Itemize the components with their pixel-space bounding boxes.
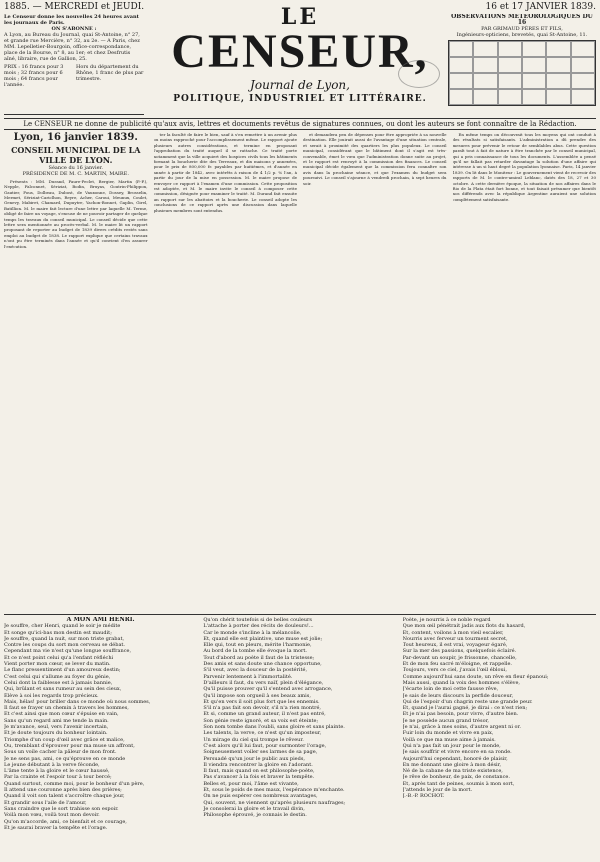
poem-line: C'est alors qu'il lui faut, pour surmonter l'orage, [203, 742, 327, 749]
poem-line: Qui, brûlant et sans rumeur au sein des cieux, [4, 686, 122, 693]
poem-line: Celui dont la faiblesse est à jamais bannie, [4, 679, 113, 686]
poem-line: En me donnant une gloire à mon désir, [402, 761, 502, 768]
poem-line: Cependant ma vie n'est qu'une longue souffrance, [4, 648, 132, 655]
poem-line: Un mirage du ciel qui trompe le rêveur. [203, 736, 304, 743]
subscription-box [4, 14, 144, 115]
poem-line: Aujourd'hui cependant, honoré de plaisir, [402, 755, 508, 762]
poem-line: Et je n'ai pas besoin, pour vivre, d'autre bien. [402, 711, 519, 718]
publicity-notice: Le CENSEUR ne donne de publicité qu'aux avis, lettres et documents revêtus de signatures connues, ou dont les auteurs se font connaître de la Rédaction. [4, 118, 596, 130]
poem-line: Et de mon feu sacré m'éloigne, et rappelle. [402, 661, 512, 668]
poem-line: Toujours, vers ce ciel, j'avais l'œil ébloui, [402, 667, 507, 674]
poem-line: Il viendra rencontrer la gloire en l'adorant. [203, 761, 313, 768]
poem-line: Et, après tant de peines, soumis à mon sort, [402, 780, 515, 787]
headline-note: Le Censeur donne les nouvelles 24 heures avant les journaux de Paris. [4, 14, 139, 26]
poem-line: Et c'est ainsi que mon cœur s'épuise en vain, [4, 711, 119, 718]
poem-title: A MON AMI HENRI. [66, 617, 135, 623]
poem-line: Parvenir lentement à l'immortalité. [203, 673, 293, 680]
meteo-subtitle2: Ingénieurs-opticiens, brevetés, quai St-Antoine, 11. [456, 32, 588, 38]
poem-line: Et, sous le poids de mes maux, l'espérance m'enchante. [203, 787, 345, 794]
abonne-label: ON S'ABONNE : [51, 26, 97, 32]
poem-line: Élève à soi les regards trop précieux. [4, 692, 99, 699]
masthead-title: CENSEUR, [171, 25, 429, 78]
poem-line: Je rêve de bonheur, de paix, de constance. [402, 774, 510, 781]
poem-line: Qu'il puisse prouver qu'il s'entend avec arrogance, [203, 686, 333, 693]
poem-line: Le jeune débutant à la verve féconde, [4, 761, 100, 768]
poem-line: Tout heureux, il est vrai, voyageur égaré, [402, 642, 508, 649]
poem-line: Né de la cabane de ma triste existence, [402, 768, 503, 775]
poem-line: Quand surtout, comme moi, pour le bonheur d'un père, [4, 780, 145, 787]
poem-line: Et songe qu'ici-bas mon destin est maudit; [4, 629, 112, 636]
poem-column-3 [403, 617, 596, 861]
poem-line: Il faut se frayer un chemin à travers les hommes, [4, 705, 129, 712]
subscription-text: A Lyon, au Bureau du Journal, quai St-Antoine, n° 27, et grande rue Mercière, n° 32, au 2e. — A Paris, chez MM. Lepelletier-Bourgoin, office-correspondance, place de la Bourse, n° 8, au 1er; et chez Desfrutis aîné, libraire, rue de Gallion, 25. [4, 32, 140, 62]
poem-line: Sans craindre que le sort trahisse son espoir. [4, 805, 119, 812]
poem-line: Je n'ai, grâce à mes soins, d'autre argent ni or. [402, 724, 521, 731]
poem-line: Poète, je nourris à ce noble regard [402, 617, 491, 623]
seance-heading: Séance du 16 janvier. [48, 165, 103, 171]
poem-line: Je souffre, quand la nuit, sur mon triste grabat, [4, 635, 125, 642]
poem-line: Il faut, mais quand on est philosophe-poète, [203, 768, 315, 775]
poem-line: Mais, hélas! pour briller dans ce monde où nous sommes, [4, 698, 151, 705]
poem-line: Par-devant un soupir, je frissonne, chancelle, [402, 654, 517, 661]
poem-line: J'attends le jour de la mort. [402, 787, 473, 794]
poem-line: L'âme tente à la gloire et le cœur haussé, [4, 768, 110, 775]
poem-section [4, 614, 596, 861]
column-2 [154, 132, 298, 610]
poem-line: Et je saurai braver la tempête et l'orage. [4, 824, 108, 831]
issue-number-date: 1885. — MERCREDI et JEUDI. [4, 2, 145, 12]
library-stamp [398, 60, 440, 88]
poem-line: Car le monde s'incline à la mélancolie, [203, 629, 302, 636]
issue-date: 16 et 17 JANVIER 1839. [485, 2, 596, 12]
poem-line: Et, quand elle est plaintive, une muse est jolie; [203, 635, 323, 642]
column-4 [453, 132, 597, 610]
poem-line: Je ne possède aucun grand trésor, [402, 717, 490, 724]
meteo-box [448, 14, 596, 114]
poem-line: Qui, souvent, ne viennent qu'après plusieurs naufrages; [203, 799, 346, 806]
poem-line: Fuir loin du monde et vivre en paix, [402, 730, 494, 737]
poem-line: On ne puis espérer ces nombreux avantages, [203, 793, 318, 800]
presidence-heading: PRÉSIDENCE DE M. C. MARTIN, MAIRE. [22, 171, 129, 178]
poem-line: Mais aussi, quand la voix des hommes s'élève, [402, 679, 521, 686]
poem-line: S'il veut, avec la douceur de la postérité, [203, 667, 308, 674]
article-text: et demandera peu de dépenses pour être appropriée à sa nouvelle destination. Elle jouirait aussi de l'avantage d'une situation centrale, et serait à proximité des quartiers les plus populeux. Le conseil municipal, considérant que le bâtiment dont il s'agit est très-convenable, émet le vœu que l'administration donne suite au projet, et le rapport est renvoyé à la commission des finances. Le conseil municipal décide également que la commission fera connaître son avis dans la prochaine séance, et que l'examen du budget sera poursuivi. Le conseil s'ajourne à vendredi prochain, à sept heures du soir. [303, 132, 447, 186]
poem-line: Philosophe éprouvé, je connais le destin. [203, 812, 307, 819]
poem-line: Quand il voit son talent s'accroître chaque jour, [4, 793, 125, 800]
poem-line: Et grandir sous l'aile de l'amour, [4, 799, 87, 806]
poem-line: Le flanc pressentiment d'un amoureux destin; [4, 667, 121, 674]
poem-line: Qui de l'espoir d'un chagrin reste une grande peur. [402, 698, 533, 705]
poem-line: Je consolerai la gloire et le travail divin, [203, 805, 305, 812]
poem-line: J.-B.-P. ROCHOT. [402, 793, 445, 800]
poem-line: Ou, tremblant d'éprouver pour ma muse un affront, [4, 742, 135, 749]
poem-line: Contre les coups du sort mon cerveau se débat. [4, 642, 126, 649]
poem-line: Je souffre, cher Henri, quand le soir je médite [4, 623, 121, 630]
poem-line: Et je doute toujours du bonheur lointain. [4, 730, 108, 737]
poem-line: Par la crainte et l'espoir tour à tour bercé; [4, 774, 112, 781]
poem-line: Elle qui, tout en pleurs, mérite l'harmonie, [203, 642, 312, 649]
meteo-subtitle: PAR GRIMAUD PÈRES ET FILS, [481, 26, 563, 32]
lyon-dateline: Lyon, 16 janvier 1839. [13, 132, 138, 143]
article-columns [4, 132, 596, 610]
poem-line: C'est celui qui s'allume au foyer du génie, [4, 673, 111, 680]
poem-line: Son nom tombe dans l'oubli, sans gloire et sans plainte. [203, 724, 345, 731]
poem-line: Je sais souffrir et vivre encore en sa ronde. [402, 749, 512, 756]
poem-line: Et ce n'est point celui qu'a l'enfant réfléchi [4, 654, 114, 661]
poem-line: Et, quand je l'aurai gagné, je dirai : ce n'est rien; [402, 705, 528, 712]
poem-line: Et, content, voilons à mon vieil escalier, [402, 629, 504, 636]
poem-line: Son génie reste ignoré, et sa voix est éteinte; [203, 717, 319, 724]
poem-line: S'il n'a pas fait son devoir, s'il n'a rien montré, [203, 705, 322, 712]
poem-line: Qui n'a pas fait un jour pour le monde, [402, 742, 501, 749]
outside-price-text: Hors du département du Rhône, 1 franc de plus par trimestre. [76, 64, 144, 82]
poem-line: Qu'on chérit toutefois si de belles couleurs [203, 617, 312, 623]
poem-line: Tout d'abord au poète il faut de la tristesse; [203, 654, 315, 661]
poem-line: Sans qu'un regard ami me tende la main. [4, 717, 109, 724]
poem-line: Et si, comme un grand auteur, il n'est pas entré, [203, 711, 326, 718]
price-text: PRIX : 16 francs pour 3 mois ; 32 francs pour 6 mois ; 64 francs pour l'année. [4, 64, 64, 88]
poem-line: Que mon œil pénétrait jadis aux flots du hasard, [402, 623, 526, 630]
meteo-title: OBSERVATIONS MÉTÉOROLOGIQUES DU 16 [451, 14, 593, 26]
poem-line: Voilà mon vœu, voilà tout mon devoir. [4, 812, 100, 819]
poem-column-2 [203, 617, 396, 861]
poem-line: D'ailleurs il faut, du vers naïf, plein d'élégance, [203, 679, 324, 686]
poem-line: Qu'il impose son orgueil à ses beaux amis, [203, 692, 311, 699]
masthead-subtitle2: POLITIQUE, INDUSTRIEL ET LITTÉRAIRE. [173, 94, 427, 104]
poem-line: Pas s'avancer à la fois et braver la tempête. [203, 774, 315, 781]
poem-line: Sur la mer des passions, quelquefois éclairé. [402, 648, 517, 655]
article-text: Présents : MM. Durand, Faure-Peclet, Bergier, Martin (P.-P.), Nepple, Falconnet, Sériziat, Bodin, Bruyas, Goutrin-Philippon, Gautier, Fous, Dolbeau, Dubost, de Vauxonne, Dossey, Brosselin, Mermet, Sériziat-Cariclhon, Reyre, Acher, Caroui, Meunux, Coulet, Genevy, Mabiret, Chamard, Dupuytre, Yachon-Bonnet, Gaplin, Girel, Batillion. M. le maire fait lecture d'une lettre par laquelle M. Terme, obligé de faire un voyage, s'excuse de ne pouvoir partager de quelque temps les travaux du conseil municipal. Le conseil décide que cette lettre sera mentionnée au procès-verbal. M. le maire lit un rapport proposant de reporter au budget de 1839 divers crédits restés sans emploi au budget de 1838. Le rapport explique que certains travaux n'ont pu être terminés dans l'année et qu'il convient d'en assurer l'exécution. [4, 178, 148, 249]
column-1 [4, 132, 148, 610]
poem-line: Je ne sens pas, ami, ce qu'éprouve en ce monde [4, 755, 126, 762]
meteo-table [448, 40, 596, 106]
conseil-heading: CONSEIL MUNICIPAL DE LA VILLE DE LYON. [11, 145, 141, 165]
poem-line: Il attend une couronne après bien des prières; [4, 787, 122, 794]
poem-line: J'écarte loin de moi cette fausse rêve, [402, 686, 499, 693]
masthead-le: LE [280, 4, 320, 30]
poem-line: Nourris avec ferveur un tourment secret, [402, 635, 508, 642]
poem-line: Vient porter mon cœur, se lever du matin. [4, 661, 111, 668]
poem-line: Les talents, la verve, ce n'est qu'un imposteur, [203, 730, 322, 737]
article-text: En même temps on découvrait tous les moyens qui ont conduit à des résultats si satisfaisants. L'administration a dû prendre des mesures pour prévenir le retour de semblables abus. Cette question paraît tout à fait de nature à être tranchée par le conseil municipal, qui a pris connaissance de tous les documents. L'assemblée a pensé qu'il ne fallait pas retarder davantage la solution d'une affaire qui intéresse à un si haut degré la population lyonnaise. Paris, 14 janvier 1839. On lit dans le Moniteur : Le gouvernement vient de recevoir des rapports de M. le contre-amiral Leblanc, datés des 18, 27 et 30 octobre. A cette dernière époque, la situation de nos affaires dans le Rio de la Plata était fort bonne, et tout faisait présumer que bientôt nos différends avec la république Argentine auraient une solution complètement satisfaisante. [452, 132, 596, 202]
column-3 [303, 132, 447, 610]
poem-line: Je m'avance, seul, vers l'avenir incertain, [4, 724, 109, 731]
poem-line: Des amis et sans doute une chance opportune, [203, 661, 322, 668]
poem-line: Comme aujourd'hui sans doute, un rêve en fleur épanoui; [402, 673, 549, 680]
poem-line: Je sais de leurs discours la perfide douceur, [402, 692, 514, 699]
poem-line: Persuadé qu'un jour le public aux pieds, [203, 755, 306, 762]
poem-line: Voilà ce que ma muse aime à jamais. [402, 736, 496, 743]
poem-line: Triomphe d'un coup d'œil avec grâce et malice, [4, 736, 125, 743]
poem-line: Au bord de la tombe elle évoque la mort. [203, 648, 307, 655]
poem-line: L'attache à porter des récits de douleurs!... [203, 623, 314, 630]
poem-line: Qu'on m'accorde, ami, ce bienfait et ce courage, [4, 818, 127, 825]
poem-line: Soigneusement voiler ses larmes de sa page, [203, 749, 318, 756]
article-text: ter la faculté de faire le bien, sauf à s'en remettre à un avenir plus ou moins rapproché pour l'accomplissement même. Le rapport ajoute plusieurs autres considérations, et termine en proposant l'approbation du traité auquel il se rattache. Ce traité porte notamment que la ville acquiert des hospices civils tous les bâtiments formant la boucherie dite des Terreaux, et dix maisons y annexées, pour le prix de 800,000 fr. payables par huitièmes, et d'année en année à partir de 1842, avec intérêts à raison de 4 1/2 p. % l'an, à partir du jour de la mise en possession. M. le maire propose de renvoyer ce rapport à l'examen d'une commission. Cette proposition est adoptée, et M. le maire invite le conseil à composer cette commission, désignée pour examiner le traité. M. Durand fait ensuite un rapport sur les abattoirs et la boucherie. Le conseil adopte les conclusions de ce rapport après une discussion dans laquelle plusieurs membres sont entendus. [153, 132, 297, 213]
masthead-subtitle: Journal de Lyon, [250, 78, 350, 92]
poem-line: Belles et, pour moi, l'âme est vivante, [203, 780, 299, 787]
poem-column-1 [4, 617, 197, 861]
poem-line: Et qu'en vers il soit plus fort que les ennemis. [203, 698, 320, 705]
masthead [150, 6, 450, 104]
poem-line: Sous un voile cacher la pâleur de mon front. [4, 749, 117, 756]
